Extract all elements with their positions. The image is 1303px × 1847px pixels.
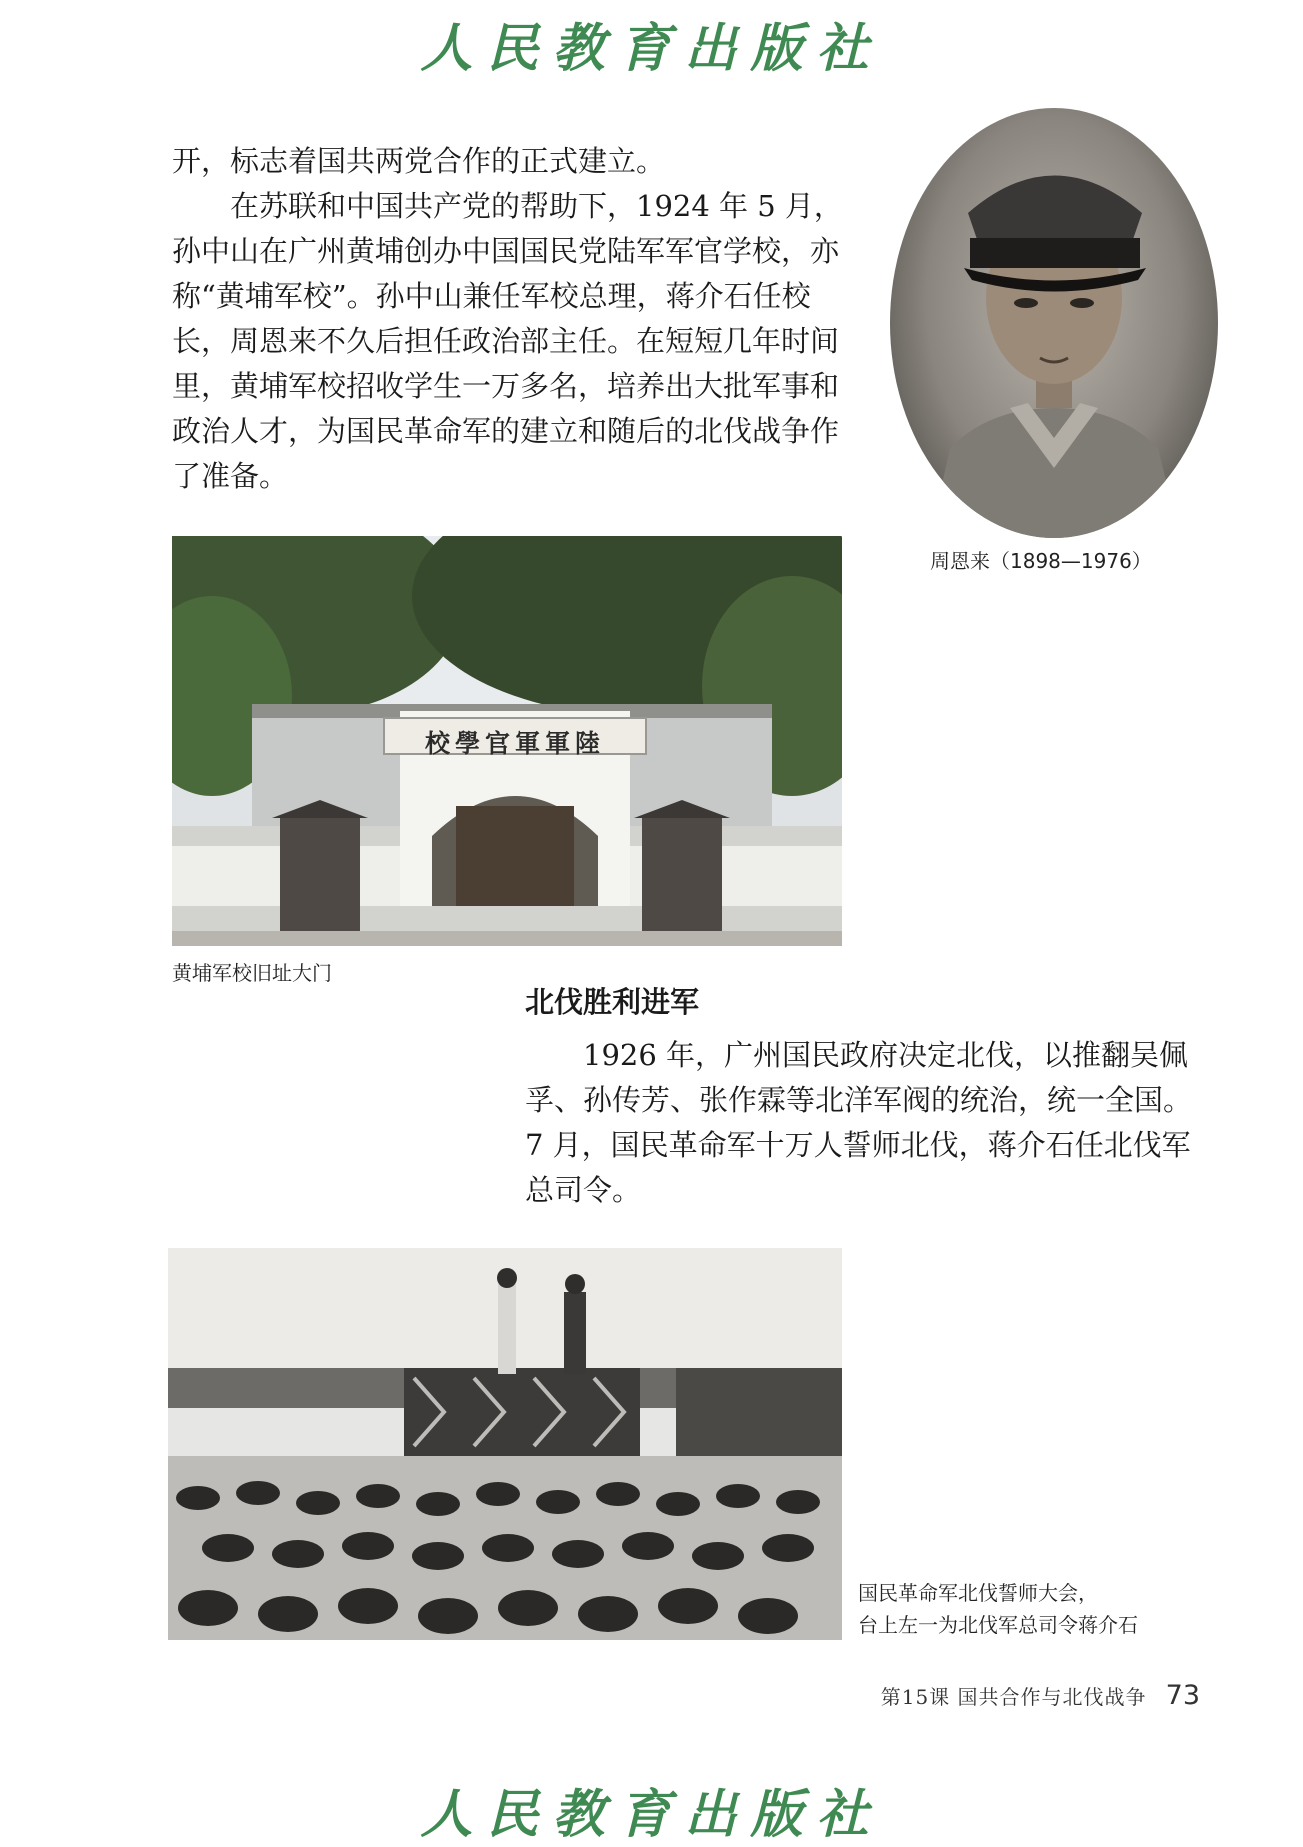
page-footer	[881, 1680, 1200, 1711]
portrait-caption: 周恩来（1898—1976）	[930, 549, 1152, 573]
rally-caption	[858, 1577, 1138, 1641]
rally-scene	[168, 1248, 842, 1640]
footer-lesson-title: 第15课 国共合作与北伐战争	[880, 1685, 1147, 1709]
page-number: 73	[1165, 1680, 1200, 1711]
portrait-figure	[890, 108, 1218, 538]
body-paragraph-northern-expedition: 1926 年，广州国民政府决定北伐，以推翻吴佩孚、孙传芳、张作霖等北洋军阀的统治，统一全国。7 月，国民革命军十万人誓师北伐，蒋介石任北伐军总司令。	[525, 1038, 1193, 1207]
body-paragraph-whampoa: 在苏联和中国共产党的帮助下，1924 年 5 月，孙中山在广州黄埔创办中国国民党陆军军官学校，亦称“黄埔军校”。孙中山兼任军校总理，蒋介石任校长，周恩来不久后担任政治部主任。在短短几年时间里，黄埔军校招收学生一万多名，培养出大批军事和政治人才，为国民革命军的建立和随后的北伐战争作了准备。	[172, 189, 843, 493]
gate-caption: 黄埔军校旧址大门	[172, 961, 332, 985]
gate-photo	[172, 536, 842, 946]
body-line-continuation: 开，标志着国共两党合作的正式建立。	[172, 144, 666, 178]
rally-caption-line-1: 国民革命军北伐誓师大会，	[858, 1581, 1098, 1605]
rally-photo	[168, 1248, 842, 1640]
gate-sign: 校學官軍軍陸	[424, 729, 605, 758]
body-paragraph-1	[172, 139, 846, 499]
portrait-photo	[890, 108, 1218, 538]
section-heading: 北伐胜利进军	[525, 985, 700, 1019]
body-paragraph-2	[525, 1033, 1201, 1213]
publisher-watermark-top: 人民教育出版社	[420, 18, 883, 79]
rally-caption-line-2: 台上左一为北伐军总司令蒋介石	[858, 1613, 1138, 1637]
publisher-watermark-bottom: 人民教育出版社	[420, 1784, 883, 1845]
